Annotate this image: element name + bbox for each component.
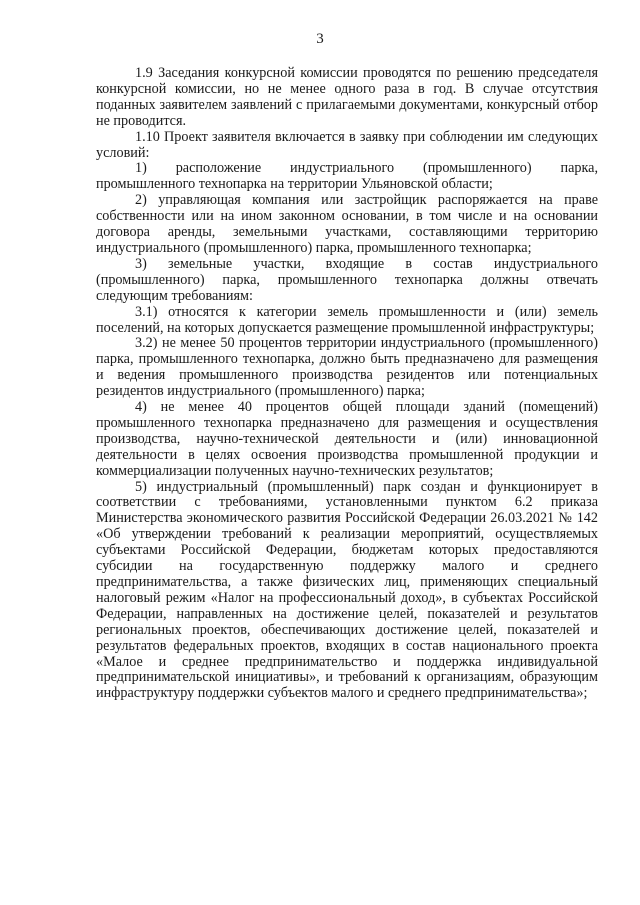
condition-1-location: 1) расположение индустриального (промышленного) парка, промышленного технопарка на территории Ульяновской области;	[96, 160, 598, 193]
page-number: 3	[316, 31, 324, 47]
paragraph-1-10: 1.10 Проект заявителя включается в заявку при соблюдении им следующих условий:	[96, 128, 598, 161]
document-body	[96, 66, 598, 702]
paragraph-1-9: 1.9 Заседания конкурсной комиссии проводятся по решению председателя конкурсной комиссии, но не менее одного раза в год. В случае отсутствия поданных заявителем заявлений с прилагаемыми документами, конкурсный отбор не проводится.	[96, 65, 598, 129]
condition-3-2-territory-share: 3.2) не менее 50 процентов территории индустриального (промышленного) парка, промышленного технопарка, должно быть предназначено для размещения и ведения промышленного производства резидентов или потенциальных резидентов индустриального (промышленного) парка;	[96, 335, 598, 400]
condition-3-land-requirements: 3) земельные участки, входящие в состав индустриального (промышленного) парка, промышленного технопарка должны отвечать следующим требованиям:	[96, 255, 598, 304]
condition-5-park-requirements: 5) индустриальный (промышленный) парк создан и функционирует в соответствии с требованиями, установленными пунктом 6.2 приказа Министерства экономического развития Российской Федерации 26.03.2021 № 142 «Об утверждении требований к реализации мероприятий, осуществляемых субъектами Российской Федерации, бюджетам которых предоставляются субсидии на государственную поддержку малого и среднего предпринимательства, а также физических лиц, применяющих специальный налоговый режим «Налог на профессиональный доход», в субъектах Российской Федерации, направленных на достижение целей, показателей и результатов региональных проектов, обеспечивающих достижение целей, показателей и результатов федеральных проектов, входящих в состав национального проекта «Малое и среднее предпринимательство и поддержка индивидуальной предпринимательской инициативы», и требований к организациям, образующим инфраструктуру поддержки субъектов малого и среднего предпринимательства»;	[96, 478, 598, 702]
condition-4-floor-area: 4) не менее 40 процентов общей площади зданий (помещений) промышленного технопарка предназначено для размещения и осуществления производства, научно-технической деятельности и (или) инновационной деятельности в целях освоения производства промышленной продукции и коммерциализации полученных научно-технических результатов;	[96, 399, 598, 479]
condition-3-1-land-category: 3.1) относятся к категории земель промышленности и (или) земель поселений, на которых допускается размещение промышленной инфраструктуры;	[96, 303, 598, 336]
condition-2-land-rights: 2) управляющая компания или застройщик распоряжается на праве собственности или на ином законном основании, в том числе и на основании договора аренды, земельными участками, составляющими территорию индустриального (промышленного) парка, промышленного технопарка;	[96, 192, 598, 256]
